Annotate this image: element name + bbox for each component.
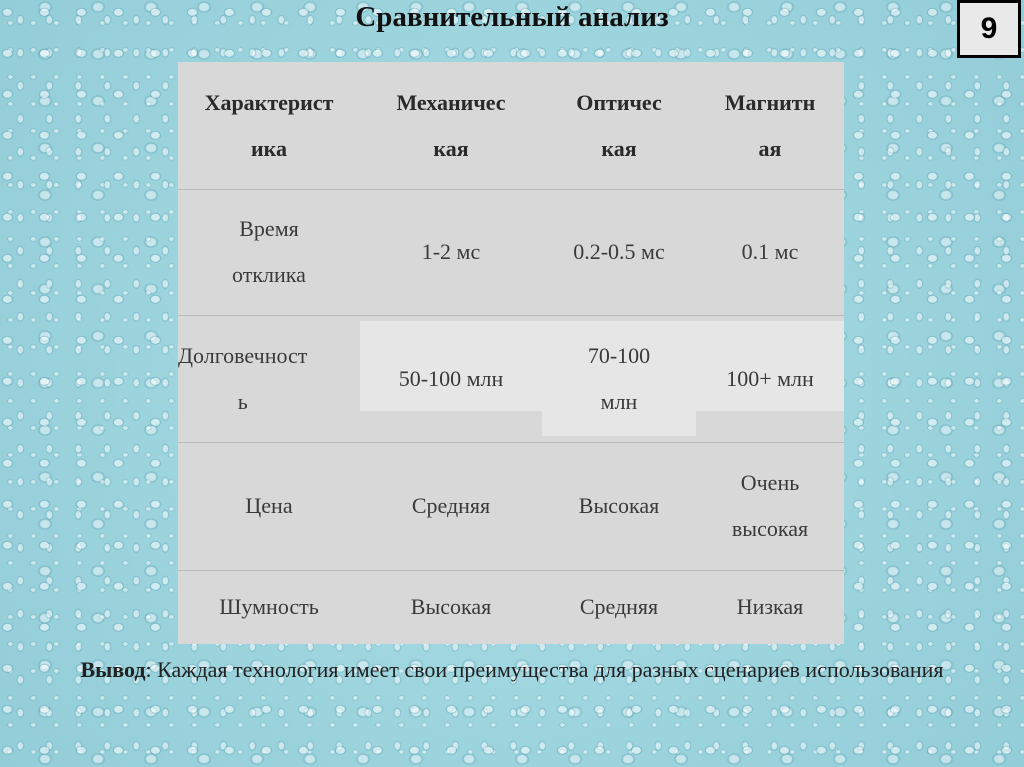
table-cell [178,442,360,570]
cell-text-line: Долговечност [178,342,308,368]
table-header-cell [360,62,542,189]
conclusion-label: Вывод [80,657,146,682]
table-cell [542,189,696,315]
table-header-cell [542,62,696,189]
table-cell [360,315,542,442]
table-cell [542,442,696,570]
cell-text-line: Характерист [204,89,334,115]
table-cell [696,189,844,315]
cell-text-line: Цена [245,493,293,518]
conclusion [60,658,964,682]
cell-text-line: Средняя [411,493,491,518]
table-header-cell [696,62,844,189]
table-cell [542,315,696,442]
cell-text-line: кая [601,135,637,161]
cell-text-line: 1-2 мс [421,239,481,264]
table-cell [178,189,360,315]
cell-text-line: ая [758,135,782,161]
cell-text-line: Механичес [396,89,506,115]
cell-text-line: 70-100 [587,342,651,368]
cell-text-line: Время [239,216,299,241]
cell-text-line: Высокая [410,594,492,619]
cell-text-line: Шумность [219,594,319,619]
table-cell [696,570,844,644]
cell-text-line: ика [250,135,287,161]
table-cell [360,570,542,644]
comparison-table [178,62,844,644]
table-cell [696,315,844,442]
cell-text-line: Очень [740,470,800,495]
table-cell [696,442,844,570]
table-cell [360,189,542,315]
table-header-cell [178,62,360,189]
cell-text-line: 0.1 мс [741,239,799,264]
cell-text-line: 0.2-0.5 мс [573,239,665,264]
conclusion-text: : Каждая технология имеет свои преимущества для разных сценариев использования [145,657,944,682]
table-cell [360,442,542,570]
cell-text-line: Низкая [736,594,804,619]
cell-text-line: Высокая [578,493,660,518]
table-cell [178,570,360,644]
cell-text-line: высокая [731,516,809,541]
cell-text-line: 50-100 млн [398,365,504,391]
cell-text-line: кая [433,135,469,161]
cell-text-line: 100+ млн [726,365,814,391]
page-number: 9 [957,0,1021,58]
table-cell [542,570,696,644]
slide-title: Сравнительный анализ [355,1,669,33]
cell-text-line: Магнитн [724,89,816,115]
cell-text-line: ь [237,388,248,414]
cell-text-line: отклика [232,262,306,287]
cell-text-line: Средняя [579,594,659,619]
cell-text-line: млн [600,388,638,414]
cell-text-line: Оптичес [576,89,662,115]
table-cell [178,315,360,442]
